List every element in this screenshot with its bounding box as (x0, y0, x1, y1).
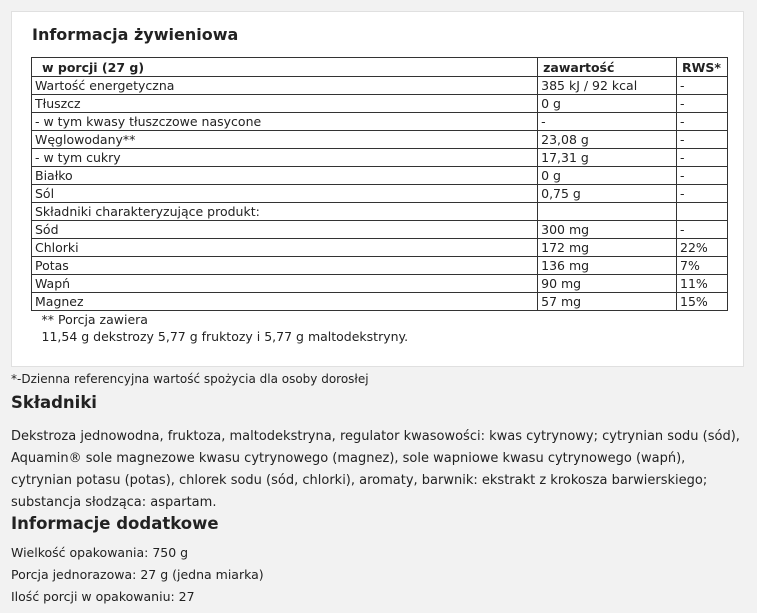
nutrient-name: Sól (32, 185, 538, 203)
nutrient-name: Potas (32, 257, 538, 275)
nutrient-rws: - (677, 131, 728, 149)
nutrient-name: Chlorki (32, 239, 538, 257)
portion-note-title: ** Porcja zawiera (41, 312, 148, 327)
table-row (32, 221, 728, 239)
nutrient-name: Sód (32, 221, 538, 239)
nutrient-value: 300 mg (538, 221, 677, 239)
nutrient-name: Magnez (32, 293, 538, 311)
nutrient-name: Białko (32, 167, 538, 185)
nutrient-rws: 11% (677, 275, 728, 293)
nutrient-rws: 7% (677, 257, 728, 275)
table-row (32, 239, 728, 257)
column-header-portion: w porcji (27 g) (32, 58, 538, 77)
table-row (32, 131, 728, 149)
table-row (32, 77, 728, 95)
nutrient-rws: - (677, 95, 728, 113)
nutrient-value: 172 mg (538, 239, 677, 257)
nutrient-value: 385 kJ / 92 kcal (538, 77, 677, 95)
nutrient-rws: - (677, 185, 728, 203)
nutrient-rws: - (677, 113, 728, 131)
nutrient-name: Węglowodany** (32, 131, 538, 149)
table-header-row (32, 58, 728, 77)
nutrient-rws: - (677, 167, 728, 185)
nutrient-rws: 15% (677, 293, 728, 311)
nutrient-value: 23,08 g (538, 131, 677, 149)
nutrient-rws: - (677, 221, 728, 239)
nutrient-name: - w tym cukry (32, 149, 538, 167)
nutrition-table (31, 57, 728, 345)
nutrient-rws (677, 203, 728, 221)
column-header-rws: RWS* (677, 58, 728, 77)
ingredients-heading: Składniki (11, 393, 97, 412)
portion-note-row (32, 311, 728, 346)
table-row (32, 275, 728, 293)
nutrient-name: - w tym kwasy tłuszczowe nasycone (32, 113, 538, 131)
table-row (32, 293, 728, 311)
table-row (32, 203, 728, 221)
package-size: Wielkość opakowania: 750 g (11, 545, 189, 560)
table-row (32, 113, 728, 131)
table-row (32, 149, 728, 167)
column-header-content: zawartość (538, 58, 677, 77)
ingredients-text: Dekstroza jednowodna, fruktoza, maltodekstryna, regulator kwasowości: kwas cytrynowy; cytrynian sodu (sód), Aquamin® sole magnezowe kwasu cytrynowego (magnez), sole wapniowe kwasu cytrynowego (wapń), cytrynian potasu (potas), chlorek sodu (sód, chlorki), aromaty, barwnik: ekstrakt z krokosza barwierskiego; substancja słodząca: aspartam. (11, 429, 740, 510)
nutrient-value: 136 mg (538, 257, 677, 275)
nutrient-name: Tłuszcz (32, 95, 538, 113)
serving-size: Porcja jednorazowa: 27 g (jedna miarka) (11, 567, 264, 582)
nutrient-value: 90 mg (538, 275, 677, 293)
table-row (32, 185, 728, 203)
portion-note-detail: 11,54 g dekstrozy 5,77 g fruktozy i 5,77 g maltodekstryny. (41, 329, 409, 344)
rws-footnote: *-Dzienna referencyjna wartość spożycia dla osoby dorosłej (11, 372, 369, 386)
servings-per-package: Ilość porcji w opakowaniu: 27 (11, 589, 195, 604)
table-row (32, 257, 728, 275)
table-row (32, 95, 728, 113)
nutrient-value (538, 203, 677, 221)
nutrient-value: - (538, 113, 677, 131)
nutrient-value: 17,31 g (538, 149, 677, 167)
nutrient-value: 0,75 g (538, 185, 677, 203)
additional-info-heading: Informacje dodatkowe (11, 514, 219, 533)
nutrient-value: 0 g (538, 167, 677, 185)
nutrient-name: Składniki charakteryzujące produkt: (32, 203, 538, 221)
nutrient-value: 0 g (538, 95, 677, 113)
nutrient-rws: 22% (677, 239, 728, 257)
nutrient-rws: - (677, 149, 728, 167)
nutrient-rws: - (677, 77, 728, 95)
nutrition-title: Informacja żywieniowa (32, 25, 239, 44)
nutrient-name: Wapń (32, 275, 538, 293)
table-row (32, 167, 728, 185)
nutrition-card (11, 11, 744, 367)
nutrient-value: 57 mg (538, 293, 677, 311)
nutrient-name: Wartość energetyczna (32, 77, 538, 95)
